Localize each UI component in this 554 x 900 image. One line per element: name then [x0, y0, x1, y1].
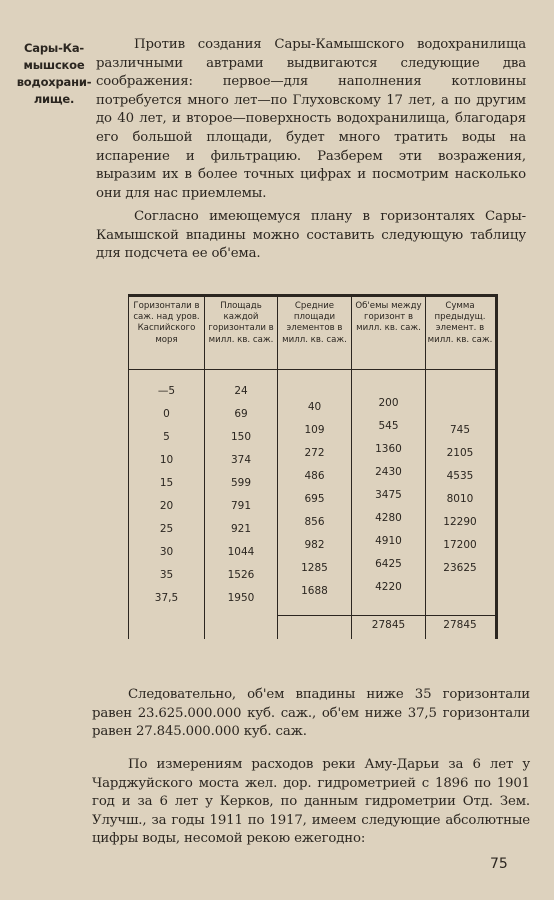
table-cell-volume: 6425 — [375, 557, 402, 570]
table-cell-sum: 17200 — [443, 538, 477, 551]
table-cell-horizon: —5 — [157, 385, 176, 397]
page-number: 75 — [490, 856, 508, 872]
table-cell-area: 1044 — [227, 546, 255, 558]
table-cell-mean-area: 109 — [304, 423, 325, 436]
margin-note-line: водохрани- — [16, 75, 92, 89]
table-cell-horizon: 10 — [159, 454, 174, 466]
table-cell-area: 150 — [230, 431, 252, 443]
table-cell-sum: 745 — [449, 423, 471, 436]
table-cell-area: 599 — [230, 477, 252, 489]
paragraph-table-intro: Согласно имеющемуся плану в горизонталях Сары-Камышской впадины можно составить следующую таблицу для подсчета ее об'ема. — [96, 209, 526, 262]
table-cell-area: 69 — [234, 408, 248, 420]
margin-note — [12, 40, 96, 108]
table-cell-horizon: 20 — [159, 500, 174, 512]
paragraph-objections: Против создания Сары-Камышского водохранилища различными автрами выдвигаются следующие два соображения: первое—для наполнения котловины потребуется много лет—по Глуховскому 17 лет, а по другим до 40 лет, и второе—поверхность водохранилища, благодаря его большой площади, будет много тратить воды на испарение и фильтрацию. Разберем эти возражения, выразим их в более точных цифрах и посмотрим насколько они для нас приемлемы. — [96, 37, 526, 201]
table-cell-area: 24 — [234, 385, 248, 397]
paragraph-measurements: По измерениям расходов реки Аму-Дарьи за 6 лет у Чарджуйского моста жел. дор. гидрометрией с 1896 по 1901 год и за 6 лет у Керков, по данным гидрометрии Отд. Зем. Улучш., за годы 1911 по 1917, имеем следующие абсолютные цифры воды, несомой рекою ежегодно: — [92, 757, 530, 847]
table-cell-volume: 545 — [378, 419, 399, 432]
table-cell-mean-area: 856 — [304, 515, 325, 528]
table-cell-area: 921 — [230, 523, 252, 535]
table-cell-horizon: 25 — [159, 523, 174, 535]
table-total-rule — [351, 615, 495, 616]
table-cell-volume: 4220 — [375, 580, 402, 593]
table-cell-volume: 2430 — [375, 465, 402, 478]
table-header-mean-area: Средние площади элементов в милл. кв. саж. — [282, 301, 347, 345]
table-cell-horizon: 30 — [159, 546, 174, 558]
table-cell-horizon: 5 — [163, 431, 170, 443]
table-cell-total-sum: 27845 — [443, 619, 477, 631]
table-cell-total-volume: 27845 — [371, 619, 406, 631]
table-cell-mean-area: 40 — [307, 400, 322, 413]
table-cell-horizon: 15 — [159, 477, 174, 489]
table-cell-mean-area: 272 — [304, 446, 325, 459]
table-header-sum: Сумма предыдущ. элемент. в милл. кв. саж. — [427, 301, 493, 345]
table-header-rule — [129, 369, 495, 370]
table-cell-horizon: 35 — [159, 569, 174, 581]
table-cell-mean-area: 486 — [304, 469, 325, 482]
margin-note-line: Сары-Ка- — [24, 41, 84, 55]
table-cell-sum: 2105 — [446, 446, 474, 459]
table-header-horizon: Горизонтали в саж. над уров. Каспийского моря — [133, 301, 200, 345]
table-header-area: Площадь каждой горизонтали в милл. кв. саж. — [208, 301, 274, 345]
table-total-rule — [277, 615, 351, 616]
table-cell-sum: 8010 — [446, 492, 474, 505]
table-cell-sum: 12290 — [443, 515, 477, 528]
table-header-volume: Об'емы между горизонт в милл. кв. саж. — [355, 301, 422, 334]
table-cell-area: 1950 — [227, 592, 255, 604]
table-cell-volume: 200 — [378, 396, 399, 409]
table-cell-mean-area: 1285 — [301, 561, 328, 574]
table-cell-area: 791 — [230, 500, 252, 512]
table-cell-mean-area: 982 — [304, 538, 325, 551]
table-cell-volume: 1360 — [375, 442, 402, 455]
table-cell-area: 1526 — [227, 569, 255, 581]
margin-note-line: мышское — [23, 58, 85, 72]
table-cell-volume: 4910 — [375, 534, 402, 547]
table-cell-horizon: 37,5 — [154, 592, 179, 604]
table-cell-mean-area: 1688 — [301, 584, 328, 597]
table-cell-volume: 4280 — [375, 511, 402, 524]
table-cell-sum: 4535 — [446, 469, 474, 482]
table-cell-sum: 23625 — [443, 561, 477, 574]
margin-note-line: лище. — [33, 92, 75, 106]
table-cell-horizon: 0 — [163, 408, 170, 420]
table-cell-mean-area: 695 — [304, 492, 325, 505]
table-cell-volume: 3475 — [375, 488, 402, 501]
volume-table — [128, 294, 498, 639]
table-cell-area: 374 — [230, 454, 252, 466]
paragraph-conclusion: Следовательно, об'ем впадины ниже 35 горизонтали равен 23.625.000.000 куб. саж., об'ем ниже 37,5 горизонтали равен 27.845.000.000 куб. саж. — [92, 687, 530, 740]
